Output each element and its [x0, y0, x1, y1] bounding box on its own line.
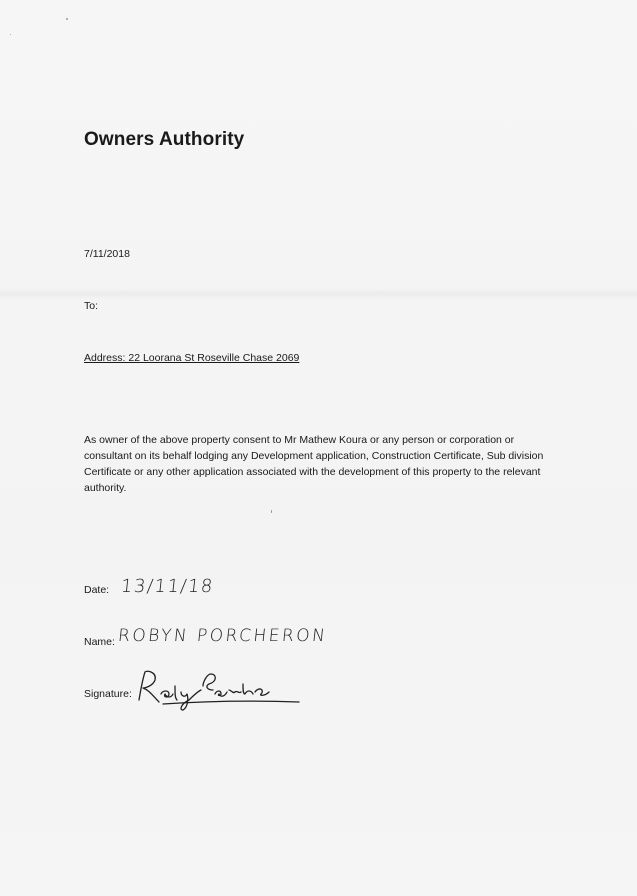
- name-label: Name:: [84, 636, 115, 648]
- scan-speck: [271, 510, 272, 513]
- consent-paragraph: As owner of the above property consent to Mr Mathew Koura or any person or corporation or consultant on its behalf lodging any Development application, Construction Certificate, Sub division Certificate or any other application associated with the development of this property to the relevant authority.: [84, 434, 544, 494]
- scan-speck: [66, 18, 68, 20]
- handwritten-date: 13/11/18: [119, 576, 215, 597]
- signature-label: Signature:: [84, 688, 132, 700]
- document-title: Owners Authority: [84, 129, 245, 150]
- to-label: To:: [84, 300, 99, 312]
- signature-image: [133, 664, 303, 714]
- handwritten-name: ROBYN PORCHERON: [116, 626, 329, 646]
- document-date: 7/11/2018: [84, 248, 130, 260]
- date-label: Date:: [84, 584, 110, 596]
- property-address: Address: 22 Loorana St Roseville Chase 2069: [84, 352, 300, 364]
- scan-speck: [10, 34, 11, 35]
